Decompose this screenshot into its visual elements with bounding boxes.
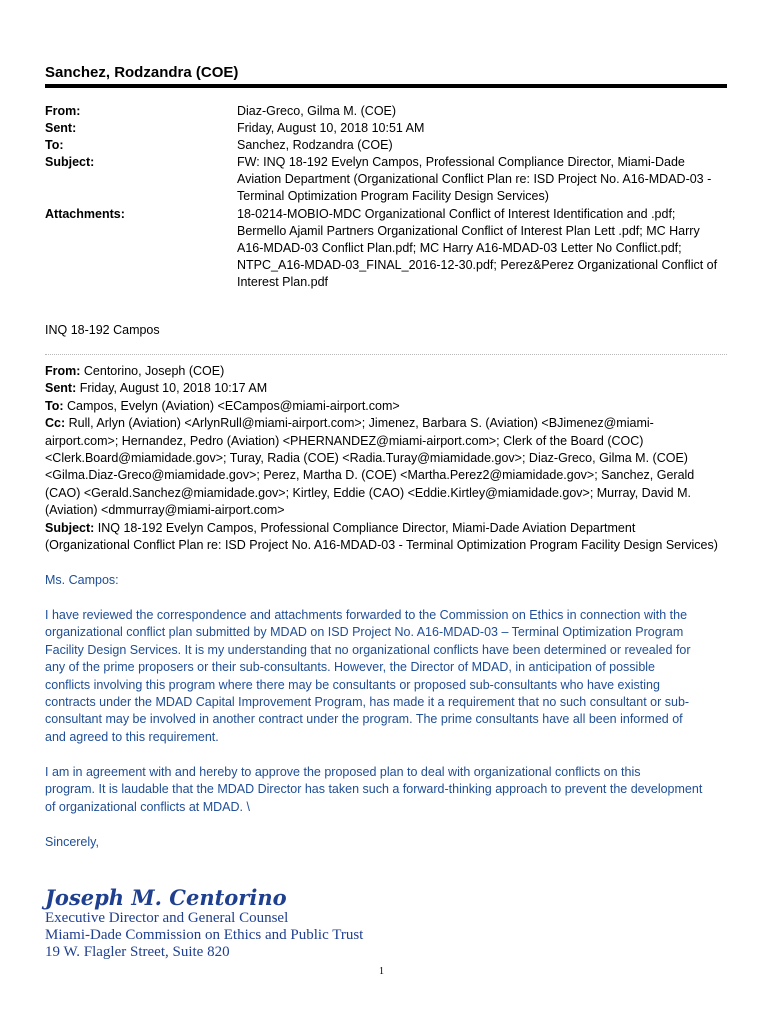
header-subject-value bbox=[237, 154, 732, 205]
body-line: program. It is laudable that the MDAD Director has taken such a forward-thinking approach to prevent the development bbox=[45, 782, 703, 797]
body-paragraph-1 bbox=[45, 607, 730, 746]
body-line: conflicts involving this program where there may be consultants or proposed sub-consultants who have existing bbox=[45, 677, 660, 692]
header-to-value: Sanchez, Rodzandra (COE) bbox=[237, 138, 393, 152]
header-from-value: Diaz-Greco, Gilma M. (COE) bbox=[237, 104, 397, 118]
header-subject-line: FW: INQ 18-192 Evelyn Campos, Professional Compliance Director, Miami-Dade bbox=[237, 155, 685, 169]
attachment-line[interactable]: NTPC_A16-MDAD-03_FINAL_2016-12-30.pdf; Perez&Perez Organizational Conflict of bbox=[237, 258, 718, 272]
header-attachments-value bbox=[237, 206, 732, 291]
page-number: 1 bbox=[379, 966, 384, 977]
header-sent-value: Friday, August 10, 2018 10:51 AM bbox=[237, 121, 425, 135]
fwd-from-row bbox=[45, 363, 730, 380]
fwd-to-row bbox=[45, 398, 730, 415]
fwd-to-value: Campos, Evelyn (Aviation) <ECampos@miami-airport.com> bbox=[63, 398, 400, 413]
header-subject-line: Aviation Department (Organizational Conflict Plan re: ISD Project No. A16-MDAD-03 - bbox=[237, 172, 712, 186]
fwd-cc-line: airport.com>; Hernandez, Pedro (Aviation) <PHERNANDEZ@miami-airport.com>; Clerk of the Board (COC) bbox=[45, 433, 644, 448]
signature-title: Executive Director and General Counsel bbox=[45, 910, 289, 926]
body-line: I have reviewed the correspondence and attachments forwarded to the Commission on Ethics in connection with the bbox=[45, 608, 688, 622]
fwd-cc-row bbox=[45, 415, 730, 432]
header-subject-label: Subject: bbox=[45, 155, 95, 169]
signature-organization: Miami-Dade Commission on Ethics and Public Trust bbox=[45, 927, 364, 943]
body-paragraph-2 bbox=[45, 764, 730, 816]
fwd-sent-row bbox=[45, 380, 730, 397]
header-sent-label: Sent: bbox=[45, 121, 77, 135]
mailbox-owner-title: Sanchez, Rodzandra (COE) bbox=[45, 64, 239, 81]
signature-name: Joseph M. Centorino bbox=[45, 885, 287, 910]
fwd-subject-row bbox=[45, 520, 730, 537]
body-line: any of the prime proposers or their sub-consultants. However, the Director of MDAD, in anticipation of possible bbox=[45, 660, 656, 675]
header-subject-line: Terminal Optimization Program Facility Design Services) bbox=[237, 189, 549, 203]
fwd-sent-label: Sent: bbox=[45, 381, 77, 396]
closing: Sincerely, bbox=[45, 835, 99, 849]
body-line: Facility Design Services. It is my understanding that no organizational conflicts have been determined or revealed for bbox=[45, 642, 691, 657]
body-line: contracts under the MDAD Capital Improvement Program, has made it a requirement that no such consultant or sub- bbox=[45, 695, 690, 710]
fwd-from-value: Centorino, Joseph (COE) bbox=[80, 364, 225, 378]
fwd-subject-line: (Organizational Conflict Plan re: ISD Project No. A16-MDAD-03 - Terminal Optimization Program Facility Design Services) bbox=[45, 538, 718, 553]
fwd-to-label: To: bbox=[45, 398, 64, 413]
fwd-cc-line: <Gilma.Diaz-Greco@miamidade.gov>; Perez, Martha D. (COE) <Martha.Perez2@miamidade.gov>; Sanchez, Gerald bbox=[45, 468, 695, 483]
body-line: of organizational conflicts at MDAD. \ bbox=[45, 799, 250, 814]
title-rule bbox=[45, 84, 727, 88]
forwarded-header bbox=[45, 363, 730, 554]
signature-address: 19 W. Flagler Street, Suite 820 bbox=[45, 944, 230, 960]
header-from-label: From: bbox=[45, 104, 81, 118]
fwd-from-label: From: bbox=[45, 364, 81, 378]
fwd-sent-value: Friday, August 10, 2018 10:17 AM bbox=[76, 381, 268, 396]
forward-separator bbox=[45, 354, 727, 355]
header-attachments-label: Attachments: bbox=[45, 207, 125, 221]
fwd-cc-line: (Aviation) <dmmurray@miami-airport.com> bbox=[45, 503, 285, 518]
fwd-cc-label: Cc: bbox=[45, 416, 66, 431]
body-line: and agreed to this requirement. bbox=[45, 729, 219, 744]
forward-note: INQ 18-192 Campos bbox=[45, 323, 160, 337]
attachment-line[interactable]: Interest Plan.pdf bbox=[237, 275, 329, 289]
salutation: Ms. Campos: bbox=[45, 573, 119, 587]
fwd-cc-line: <Clerk.Board@miamidade.gov>; Turay, Radia (COE) <Radia.Turay@miamidade.gov>; Diaz-Greco, Gilma M. (COE) bbox=[45, 451, 688, 466]
attachment-line[interactable]: 18-0214-MOBIO-MDC Organizational Conflict of Interest Identification and .pdf; bbox=[237, 207, 676, 221]
fwd-cc-line: (CAO) <Gerald.Sanchez@miamidade.gov>; Kirtley, Eddie (CAO) <Eddie.Kirtley@miamidade.gov>; Murray, David M. bbox=[45, 485, 691, 500]
body-line: consultant may be involved in another contract under the program. The prime consultants have all been informed of bbox=[45, 712, 683, 727]
fwd-subject-label: Subject: bbox=[45, 520, 95, 535]
fwd-subject-line: INQ 18-192 Evelyn Campos, Professional Compliance Director, Miami-Dade Aviation Department bbox=[94, 520, 636, 535]
fwd-cc-line: Rull, Arlyn (Aviation) <ArlynRull@miami-airport.com>; Jimenez, Barbara S. (Aviation) <BJimenez@miami- bbox=[65, 416, 654, 431]
attachment-line[interactable]: A16-MDAD-03 Conflict Plan.pdf; MC Harry A16-MDAD-03 Letter No Conflict.pdf; bbox=[237, 241, 682, 255]
body-line: organizational conflict plan submitted by MDAD on ISD Project No. A16-MDAD-03 – Terminal Optimization Program bbox=[45, 625, 684, 640]
header-to-label: To: bbox=[45, 138, 64, 152]
body-line: I am in agreement with and hereby to approve the proposed plan to deal with organizational conflicts on this bbox=[45, 765, 641, 779]
attachment-line[interactable]: Bermello Ajamil Partners Organizational Conflict of Interest Plan Lett .pdf; MC Harry bbox=[237, 224, 700, 238]
